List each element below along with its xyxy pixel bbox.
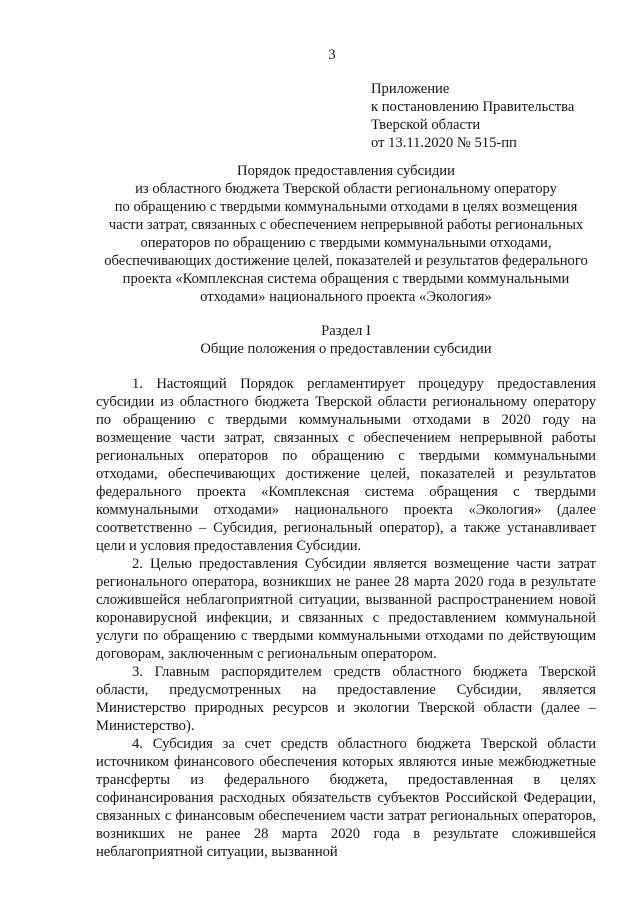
section-subheading: Общие положения о предоставлении субсидии (200, 341, 492, 357)
title-line: операторов по обращению с твердыми коммунальными отходами, (140, 235, 552, 251)
paragraph: 1. Настоящий Порядок регламентирует процедуру предоставления субсидии из областного бюджета Тверской области региональному оператору по обращению с твердыми коммунальными отходами в 2020 году на возмещение части затрат, связанных с обеспечением непрерывной работы региональных операторов по обращению с твердыми коммунальными отходами, обеспечивающих достижение целей, показателей и результатов федерального проекта «Комплексная система обращения с твердыми коммунальными отходами» национального проекта «Экология» (далее соответственно – Субсидия, региональный оператор), а также устанавливает цели и условия предоставления Субсидии. (96, 376, 596, 554)
document-body (96, 375, 596, 861)
paragraph: 2. Целью предоставления Субсидии является возмещение части затрат регионального оператора, возникших не ранее 28 марта 2020 года в результате сложившейся неблагоприятной ситуации, вызванной распространением новой коронавирусной инфекции, и связанных с предоставлением коммунальной услуги по обращению с твердыми коммунальными отходами по действующим договорам, заключенным с региональным оператором. (96, 556, 596, 662)
appendix-line: Тверской области (371, 117, 481, 133)
document-title (96, 162, 596, 306)
title-line: отходами» национального проекта «Экология» (200, 289, 492, 305)
section-heading: Раздел I (321, 323, 371, 339)
paragraph: 4. Субсидия за счет средств областного бюджета Тверской области источником финансового обеспечения которых являются иные межбюджетные трансферты из федерального бюджета, предоставленная в целях софинансирования расходных обязательств субъектов Российской Федерации, связанных с финансовым обеспечением части затрат региональных операторов, возникших не ранее 28 марта 2020 года в результате сложившейся неблагоприятной ситуации, вызванной (96, 736, 596, 860)
title-line: части затрат, связанных с обеспечением непрерывной работы региональных (108, 217, 584, 233)
title-line: обеспечивающих достижение целей, показателей и результатов федерального (104, 253, 588, 269)
paragraph: 3. Главным распорядителем средств областного бюджета Тверской области, предусмотренных на предоставление Субсидии, является Министерство природных ресурсов и экологии Тверской области (далее – Министерство). (96, 664, 596, 734)
appendix-line: Приложение (371, 81, 450, 97)
title-line: по обращению с твердыми коммунальными отходами в целях возмещения (114, 199, 578, 215)
title-line: Порядок предоставления субсидии (237, 163, 455, 179)
appendix-line: к постановлению Правительства (371, 99, 575, 115)
appendix-block (371, 80, 621, 152)
appendix-line: от 13.11.2020 № 515-пп (371, 135, 517, 151)
title-line: из областного бюджета Тверской области региональному оператору (135, 181, 557, 197)
page-number: 3 (328, 47, 336, 63)
title-line: проекта «Комплексная система обращения с твердыми коммунальными (122, 271, 570, 287)
section-heading-block (96, 322, 596, 358)
